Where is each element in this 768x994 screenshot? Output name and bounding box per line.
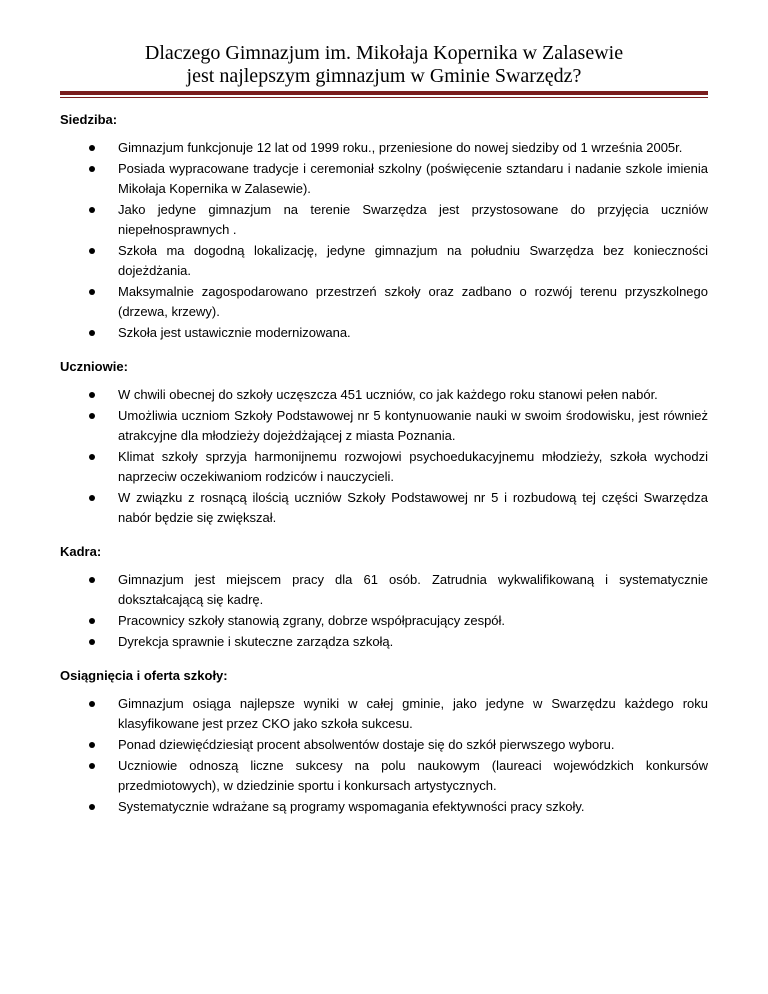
section-siedziba [60,110,708,343]
title-line-1: Dlaczego Gimnazjum im. Mikołaja Kopernika w Zalasewie [144,42,624,64]
list-item [60,632,708,652]
list-item [60,200,708,240]
bullet-dot-icon [89,145,95,151]
list-item-text: Jako jedyne gimnazjum na terenie Swarzędza jest przystosowane do przyjęcia uczniów niepełnosprawnych . [118,202,708,237]
section-heading: Uczniowie: [60,359,128,374]
section-heading: Siedziba: [60,112,118,127]
list-item [60,570,708,610]
list-item [60,159,708,199]
bullet-list [60,570,708,652]
list-item [60,447,708,487]
bullet-dot-icon [89,577,95,583]
list-item-text: Uczniowie odnoszą liczne sukcesy na polu naukowym (laureaci wojewódzkich konkursów przedmiotowych), w dziedzinie sportu i konkursach artystycznych. [118,758,708,793]
bullet-dot-icon [89,392,95,398]
title-rule-thick [60,91,708,95]
list-item-text: Gimnazjum osiąga najlepsze wyniki w całej gminie, jako jedyne w Swarzędzu każdego roku klasyfikowane jest przez CKO jako szkoła sukcesu. [118,696,708,731]
list-item [60,385,708,405]
list-item-text: Gimnazjum jest miejscem pracy dla 61 osób. Zatrudnia wykwalifikowaną i systematycznie dokształcającą się kadrę. [118,572,708,607]
bullet-list [60,138,708,343]
bullet-dot-icon [89,289,95,295]
bullet-dot-icon [89,413,95,419]
list-item [60,406,708,446]
list-item [60,756,708,796]
section-osiagniecia [60,666,708,817]
section-kadra [60,542,708,652]
bullet-dot-icon [89,207,95,213]
list-item-text: W związku z rosnącą ilością uczniów Szkoły Podstawowej nr 5 i rozbudową tej części Swarzędza nabór będzie się zwiększał. [118,490,708,525]
list-item-text: Szkoła jest ustawicznie modernizowana. [118,325,351,340]
list-item-text: Gimnazjum funkcjonuje 12 lat od 1999 roku., przeniesione do nowej siedziby od 1 września 2005r. [118,140,683,155]
list-item [60,735,708,755]
section-heading: Kadra: [60,544,102,559]
bullet-dot-icon [89,166,95,172]
bullet-dot-icon [89,763,95,769]
list-item [60,694,708,734]
bullet-dot-icon [89,454,95,460]
list-item [60,323,708,343]
bullet-dot-icon [89,248,95,254]
list-item-text: Systematycznie wdrażane są programy wspomagania efektywności pracy szkoły. [118,799,585,814]
list-item [60,241,708,281]
list-item-text: Ponad dziewięćdziesiąt procent absolwentów dostaje się do szkół pierwszego wyboru. [118,737,615,752]
section-uczniowie [60,357,708,528]
bullet-dot-icon [89,639,95,645]
bullet-dot-icon [89,701,95,707]
list-item [60,488,708,528]
list-item-text: Umożliwia uczniom Szkoły Podstawowej nr 5 kontynuowanie nauki w swoim środowisku, jest również atrakcyjne dla młodzieży dojeżdżającej z miasta Poznania. [118,408,708,443]
bullet-dot-icon [89,495,95,501]
list-item-text: Posiada wypracowane tradycje i ceremoniał szkolny (poświęcenie sztandaru i nadanie szkole imienia Mikołaja Kopernika w Zalasewie). [118,161,708,196]
list-item [60,611,708,631]
list-item-text: W chwili obecnej do szkoły uczęszcza 451 uczniów, co jak każdego roku stanowi pełen nabór. [118,387,658,402]
bullet-list [60,694,708,817]
section-heading: Osiągnięcia i oferta szkoły: [60,668,228,683]
list-item [60,282,708,322]
list-item [60,797,708,817]
bullet-dot-icon [89,618,95,624]
list-item-text: Maksymalnie zagospodarowano przestrzeń szkoły oraz zadbano o rozwój terenu przyszkolnego (drzewa, krzewy). [118,284,708,319]
title-rule-thin [60,97,708,98]
document-body [60,110,708,831]
title-line-2: jest najlepszym gimnazjum w Gminie Swarzędz? [186,65,582,87]
list-item [60,138,708,158]
list-item-text: Pracownicy szkoły stanowią zgrany, dobrze współpracujący zespół. [118,613,506,628]
list-item-text: Dyrekcja sprawnie i skuteczne zarządza szkołą. [118,634,394,649]
bullet-list [60,385,708,528]
document-title [60,42,708,88]
bullet-dot-icon [89,742,95,748]
bullet-dot-icon [89,804,95,810]
bullet-dot-icon [89,330,95,336]
list-item-text: Szkoła ma dogodną lokalizację, jedyne gimnazjum na południu Swarzędza bez konieczności dojeżdżania. [118,243,708,278]
list-item-text: Klimat szkoły sprzyja harmonijnemu rozwojowi psychoedukacyjnemu młodzieży, szkoła wychodzi naprzeciw oczekiwaniom rodziców i nauczycieli. [118,449,708,484]
